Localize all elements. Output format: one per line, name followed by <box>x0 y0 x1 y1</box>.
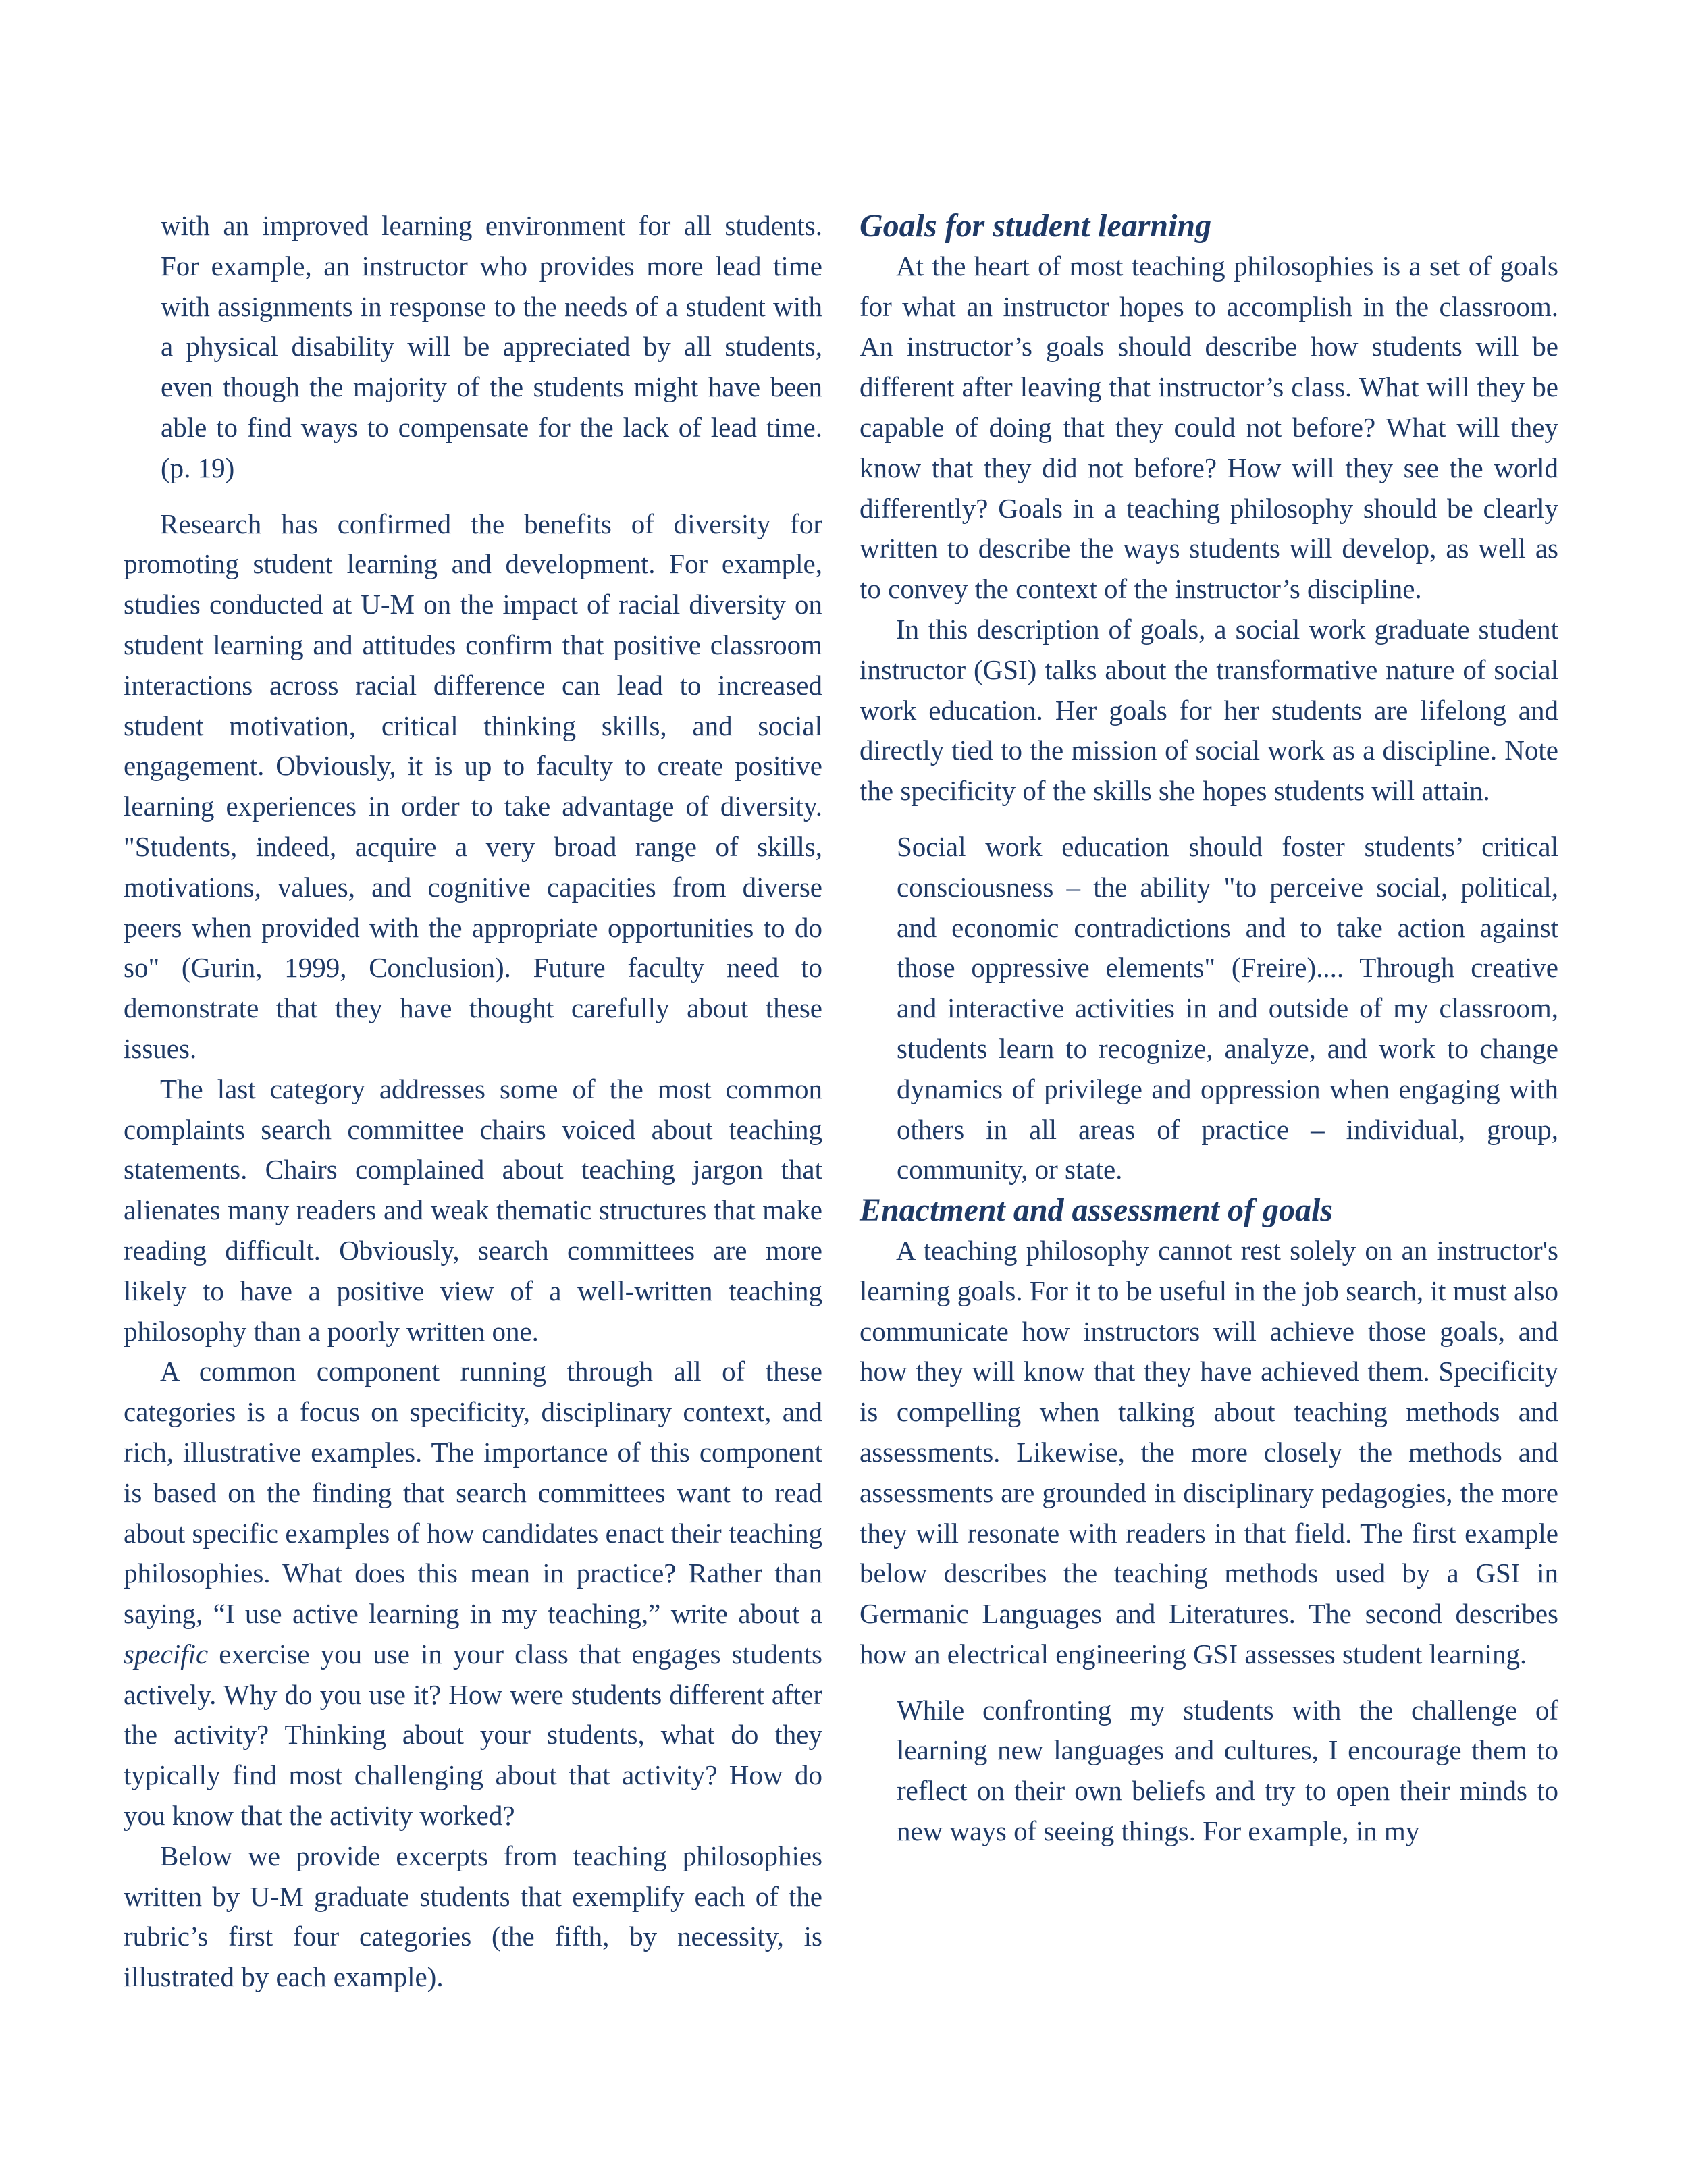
paragraph-common-component <box>124 1352 822 1836</box>
left-column <box>124 206 822 1998</box>
quote-continuation-text: with an improved learning environment for all students. For example, an instructor who provides more lead time with assignments in response to the needs of a student with a physical disability will be appreciated by all students, even though the majority of the students might have been able to find ways to compensate for the lack of lead time. (p. 19) <box>161 210 822 483</box>
paragraph-enactment: A teaching philosophy cannot rest solely on an instructor's learning goals. For it to be useful in the job search, it must also communicate how instructors will achieve those goals, and how they will know that they have achieved them. Specificity is compelling when talking about teaching methods and assessments. Likewise, the more closely the methods and assessments are grounded in disciplinary pedagogies, the more they will resonate with readers in that field. The first example below describes the teaching methods used by a GSI in Germanic Languages and Literatures. The second describes how an electrical engineering GSI assesses student learning. <box>860 1234 1558 1670</box>
paragraph-below-excerpts: Below we provide excerpts from teaching philosophies written by U-M graduate students that exemplify each of the rubric’s first four categories (the fifth, by necessity, is illustrated by each example). <box>124 1840 822 1993</box>
section-heading-enactment: Enactment and assessment of goals <box>860 1192 1333 1229</box>
right-column <box>860 206 1558 1852</box>
paragraph-goals-description: In this description of goals, a social work graduate student instructor (GSI) talks about the transformative nature of social work education. Her goals for her students are lifelong and directly tied to the mission of social work as a discipline. Note the specificity of the skills she hopes students will attain. <box>860 613 1558 807</box>
common-component-text-end: exercise you use in your class that engages students actively. Why do you use it? How were students different after the activity? Thinking about your students, what do they typically find most challenging about that activity? How do you know that the activity worked? <box>124 1638 822 1832</box>
paragraph-last-category: The last category addresses some of the most common complaints search committee chairs voiced about teaching statements. Chairs complained about teaching jargon that alienates many readers and weak thematic structures that make reading difficult. Obviously, search committees are more likely to have a positive view of a well-written teaching philosophy than a poorly written one. <box>124 1073 822 1347</box>
block-quote-german <box>897 1690 1558 1852</box>
paragraph-research-diversity: Research has confirmed the benefits of diversity for promoting student learning and development. For example, studies conducted at U-M on the impact of racial diversity on student learning and attitudes confirm that positive classroom interactions across racial difference can lead to increased student motivation, critical thinking skills, and social engagement. Obviously, it is up to faculty to create positive learning experiences in order to take advantage of diversity. "Students, indeed, acquire a very broad range of skills, motivations, values, and cognitive capacities from diverse peers when provided with the appropriate opportunities to do so" (Gurin, 1999, Conclusion). Future faculty need to demonstrate that they have thought carefully about these issues. <box>124 508 822 1064</box>
quote-social-work-text: Social work education should foster students’ critical consciousness – the ability "to perceive social, political, and economic contradictions and to take action against those oppressive elements" (Freire).... Through creative and interactive activities in and outside of my classroom, students learn to recognize, analyze, and work to change dynamics of privilege and oppression when engaging with others in all areas of practice – individual, group, community, or state. <box>897 830 1558 1186</box>
section-heading-goals: Goals for student learning <box>860 208 1212 244</box>
quote-german-text: While confronting my students with the challenge of learning new languages and cultures, I encourage them to reflect on their own beliefs and try to open their minds to new ways of seeing things. For example, in my <box>897 1694 1558 1847</box>
block-quote-continuation <box>161 206 822 489</box>
common-component-text-start: A common component running through all of these categories is a focus on specificity, disciplinary context, and rich, illustrative examples. The importance of this component is based on the finding that search committees want to read about specific examples of how candidates enact their teaching philosophies. What does this mean in practice? Rather than saying, “I use active learning in my teaching,” write about a <box>124 1356 822 1630</box>
block-quote-social-work <box>897 827 1558 1190</box>
paragraph-goals: At the heart of most teaching philosophies is a set of goals for what an instructor hopes to accomplish in the classroom. An instructor’s goals should describe how students will be different after leaving that instructor’s class. What will they be capable of doing that they could not before? What will they know that they did not before? How will they see the world differently? Goals in a teaching philosophy should be clearly written to describe the ways students will develop, as well as to convey the context of the instructor’s discipline. <box>860 250 1558 605</box>
emphasis-specific: specific <box>124 1638 209 1670</box>
